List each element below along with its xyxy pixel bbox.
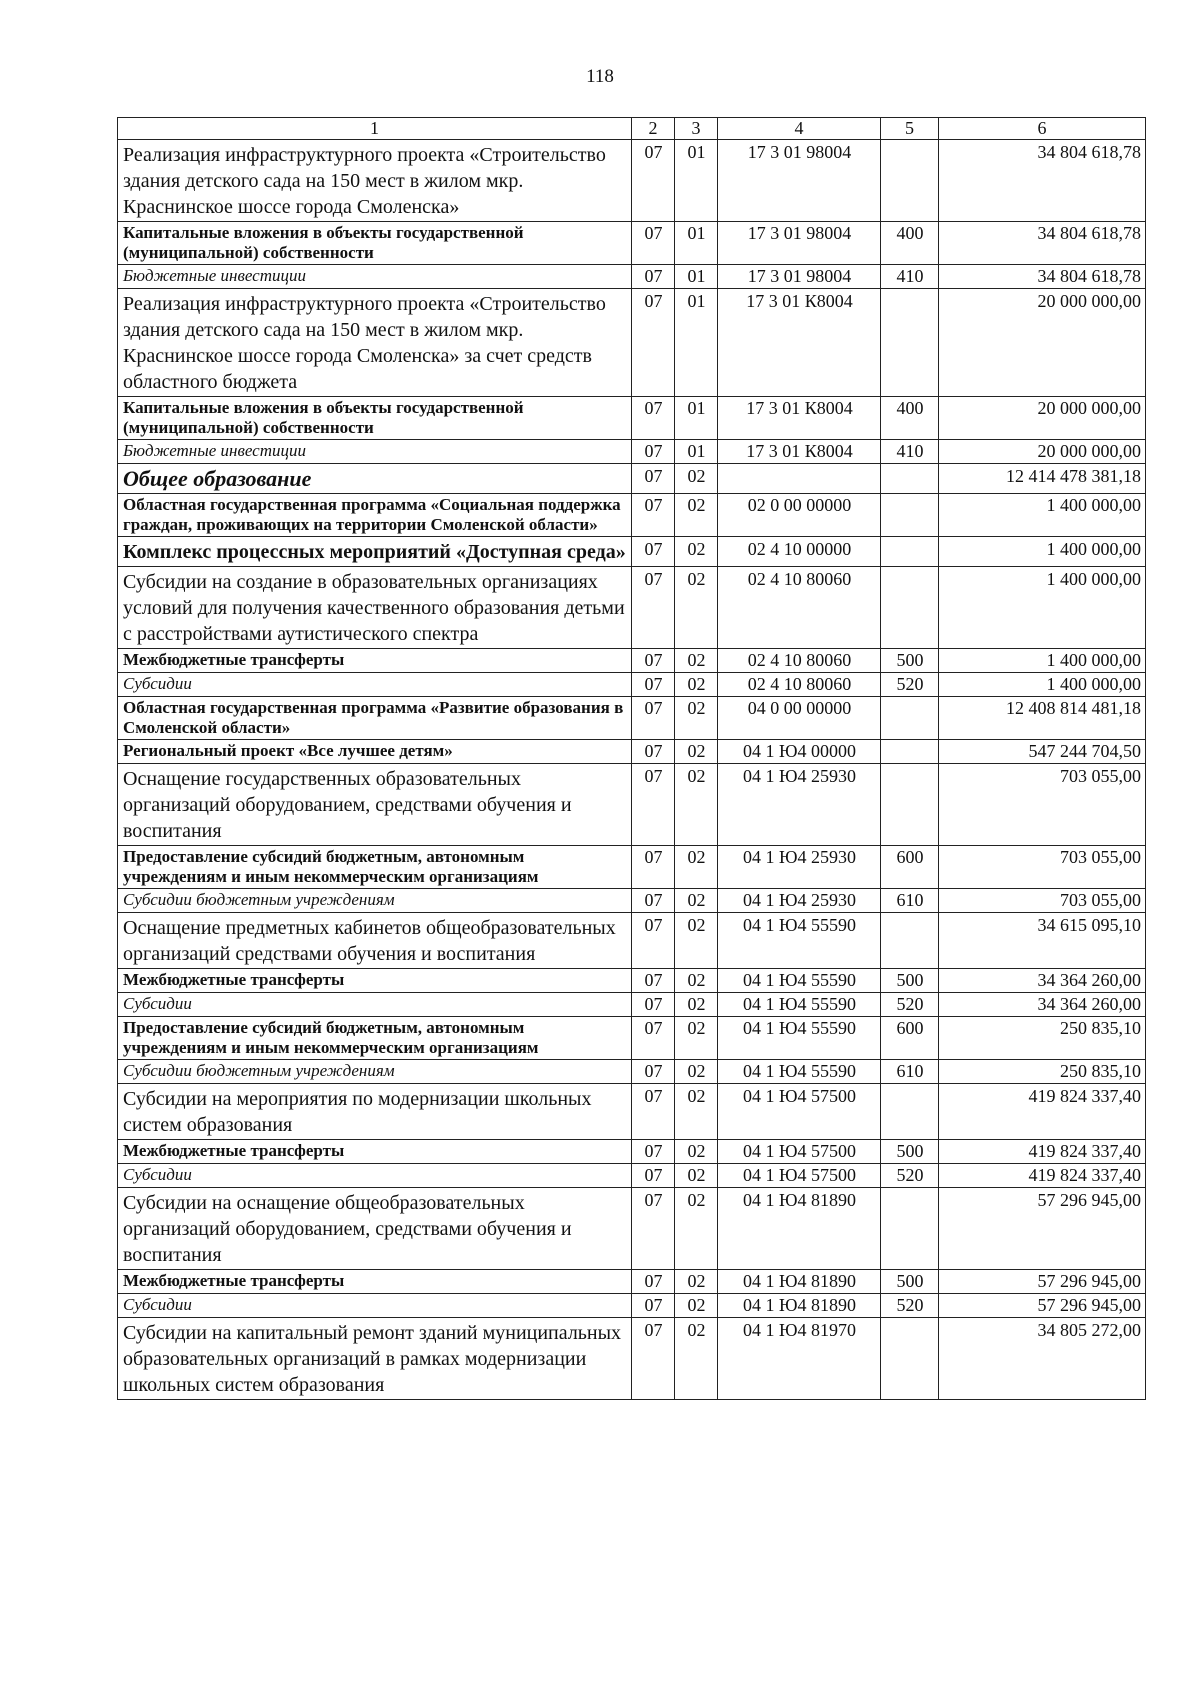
target-article-cell: 04 1 Ю4 57500 [718, 1140, 881, 1164]
target-article-cell: 02 0 00 00000 [718, 494, 881, 537]
amount-cell: 34 804 618,78 [939, 140, 1146, 222]
table-row [118, 740, 1146, 764]
amount-cell: 34 364 260,00 [939, 993, 1146, 1017]
subsection-code-cell: 02 [675, 537, 718, 567]
section-code-cell: 07 [632, 649, 675, 673]
amount-cell: 1 400 000,00 [939, 537, 1146, 567]
expense-type-cell [881, 140, 939, 222]
table-row [118, 1060, 1146, 1084]
table-row [118, 440, 1146, 464]
subsection-code-cell: 01 [675, 397, 718, 440]
section-code-cell: 07 [632, 764, 675, 846]
expense-type-cell [881, 764, 939, 846]
expense-type-cell: 500 [881, 1270, 939, 1294]
expense-type-cell: 500 [881, 969, 939, 993]
section-code-cell: 07 [632, 993, 675, 1017]
section-code-cell: 07 [632, 289, 675, 397]
section-code-cell: 07 [632, 1017, 675, 1060]
row-name-cell: Субсидии [118, 673, 632, 697]
target-article-cell [718, 464, 881, 494]
subsection-code-cell: 02 [675, 913, 718, 969]
target-article-cell: 04 1 Ю4 81890 [718, 1294, 881, 1318]
amount-cell: 57 296 945,00 [939, 1188, 1146, 1270]
row-name-cell: Капитальные вложения в объекты государственной (муниципальной) собственности [118, 397, 632, 440]
expense-type-cell: 500 [881, 649, 939, 673]
amount-cell: 34 364 260,00 [939, 969, 1146, 993]
table-row [118, 1084, 1146, 1140]
row-name-cell: Региональный проект «Все лучшее детям» [118, 740, 632, 764]
amount-cell: 20 000 000,00 [939, 397, 1146, 440]
amount-cell: 20 000 000,00 [939, 289, 1146, 397]
amount-cell: 1 400 000,00 [939, 649, 1146, 673]
expense-type-cell: 520 [881, 993, 939, 1017]
subsection-code-cell: 02 [675, 1318, 718, 1400]
subsection-code-cell: 02 [675, 889, 718, 913]
amount-cell: 12 414 478 381,18 [939, 464, 1146, 494]
table-row [118, 140, 1146, 222]
row-name-cell: Межбюджетные трансферты [118, 969, 632, 993]
target-article-cell: 04 1 Ю4 25930 [718, 764, 881, 846]
subsection-code-cell: 02 [675, 740, 718, 764]
expense-type-cell [881, 913, 939, 969]
amount-cell: 57 296 945,00 [939, 1270, 1146, 1294]
section-code-cell: 07 [632, 1164, 675, 1188]
subsection-code-cell: 02 [675, 464, 718, 494]
amount-cell: 419 824 337,40 [939, 1164, 1146, 1188]
section-code-cell: 07 [632, 1270, 675, 1294]
table-row [118, 1318, 1146, 1400]
target-article-cell: 17 3 01 К8004 [718, 440, 881, 464]
section-code-cell: 07 [632, 440, 675, 464]
target-article-cell: 04 1 Ю4 55590 [718, 1017, 881, 1060]
row-name-cell: Областная государственная программа «Социальная поддержка граждан, проживающих на территории Смоленской области» [118, 494, 632, 537]
subsection-code-cell: 02 [675, 567, 718, 649]
amount-cell: 547 244 704,50 [939, 740, 1146, 764]
table-row [118, 1294, 1146, 1318]
target-article-cell: 02 4 10 80060 [718, 567, 881, 649]
subsection-code-cell: 02 [675, 1017, 718, 1060]
table-row [118, 265, 1146, 289]
table-row [118, 764, 1146, 846]
target-article-cell: 04 1 Ю4 55590 [718, 913, 881, 969]
row-name-cell: Общее образование [118, 464, 632, 494]
subsection-code-cell: 01 [675, 222, 718, 265]
section-code-cell: 07 [632, 265, 675, 289]
table-row [118, 537, 1146, 567]
expense-type-cell: 500 [881, 1140, 939, 1164]
subsection-code-cell: 02 [675, 673, 718, 697]
subsection-code-cell: 01 [675, 140, 718, 222]
row-name-cell: Предоставление субсидий бюджетным, автономным учреждениям и иным некоммерческим организациям [118, 846, 632, 889]
amount-cell: 250 835,10 [939, 1060, 1146, 1084]
section-code-cell: 07 [632, 673, 675, 697]
table-row [118, 567, 1146, 649]
subsection-code-cell: 02 [675, 494, 718, 537]
section-code-cell: 07 [632, 889, 675, 913]
target-article-cell: 04 1 Ю4 81970 [718, 1318, 881, 1400]
target-article-cell: 04 1 Ю4 57500 [718, 1164, 881, 1188]
subsection-code-cell: 02 [675, 764, 718, 846]
target-article-cell: 04 1 Ю4 55590 [718, 969, 881, 993]
expense-type-cell [881, 1318, 939, 1400]
subsection-code-cell: 02 [675, 1188, 718, 1270]
target-article-cell: 17 3 01 98004 [718, 222, 881, 265]
subsection-code-cell: 02 [675, 1164, 718, 1188]
expense-type-cell [881, 1188, 939, 1270]
section-code-cell: 07 [632, 537, 675, 567]
section-code-cell: 07 [632, 846, 675, 889]
row-name-cell: Реализация инфраструктурного проекта «Строительство здания детского сада на 150 мест в жилом мкр. Краснинское шоссе города Смоленска» за счет средств областного бюджета [118, 289, 632, 397]
section-code-cell: 07 [632, 1294, 675, 1318]
section-code-cell: 07 [632, 1140, 675, 1164]
expense-type-cell: 520 [881, 1294, 939, 1318]
table-row [118, 464, 1146, 494]
row-name-cell: Бюджетные инвестиции [118, 440, 632, 464]
amount-cell: 1 400 000,00 [939, 494, 1146, 537]
expense-type-cell [881, 494, 939, 537]
row-name-cell: Субсидии на создание в образовательных организациях условий для получения качественного образования детьми с расстройствами аутистического спектра [118, 567, 632, 649]
row-name-cell: Оснащение государственных образовательных организаций оборудованием, средствами обучения и воспитания [118, 764, 632, 846]
amount-cell: 703 055,00 [939, 846, 1146, 889]
row-name-cell: Бюджетные инвестиции [118, 265, 632, 289]
table-body [118, 140, 1146, 1400]
table-row [118, 1017, 1146, 1060]
section-code-cell: 07 [632, 567, 675, 649]
section-code-cell: 07 [632, 1060, 675, 1084]
amount-cell: 34 615 095,10 [939, 913, 1146, 969]
subsection-code-cell: 02 [675, 1294, 718, 1318]
table-row [118, 649, 1146, 673]
row-name-cell: Субсидии [118, 1294, 632, 1318]
section-code-cell: 07 [632, 397, 675, 440]
table-row [118, 673, 1146, 697]
target-article-cell: 17 3 01 98004 [718, 140, 881, 222]
table-row [118, 222, 1146, 265]
target-article-cell: 04 1 Ю4 81890 [718, 1270, 881, 1294]
expense-type-cell: 610 [881, 1060, 939, 1084]
target-article-cell: 04 1 Ю4 81890 [718, 1188, 881, 1270]
subsection-code-cell: 02 [675, 649, 718, 673]
expense-type-cell: 410 [881, 440, 939, 464]
header-cell-4: 4 [718, 118, 881, 140]
target-article-cell: 04 1 Ю4 00000 [718, 740, 881, 764]
target-article-cell: 04 1 Ю4 57500 [718, 1084, 881, 1140]
expense-type-cell: 400 [881, 397, 939, 440]
table-row [118, 1270, 1146, 1294]
expense-type-cell: 610 [881, 889, 939, 913]
row-name-cell: Субсидии [118, 993, 632, 1017]
amount-cell: 419 824 337,40 [939, 1140, 1146, 1164]
section-code-cell: 07 [632, 1188, 675, 1270]
expense-type-cell [881, 1084, 939, 1140]
expense-type-cell: 600 [881, 1017, 939, 1060]
table-row [118, 846, 1146, 889]
expense-type-cell [881, 567, 939, 649]
subsection-code-cell: 02 [675, 1060, 718, 1084]
table-row [118, 1188, 1146, 1270]
table-row [118, 993, 1146, 1017]
table-row [118, 494, 1146, 537]
section-code-cell: 07 [632, 740, 675, 764]
amount-cell: 250 835,10 [939, 1017, 1146, 1060]
header-row [118, 118, 1146, 140]
expense-type-cell [881, 289, 939, 397]
subsection-code-cell: 02 [675, 969, 718, 993]
table-row [118, 969, 1146, 993]
row-name-cell: Субсидии бюджетным учреждениям [118, 1060, 632, 1084]
table-row [118, 397, 1146, 440]
subsection-code-cell: 02 [675, 993, 718, 1017]
header-cell-6: 6 [939, 118, 1146, 140]
subsection-code-cell: 01 [675, 440, 718, 464]
target-article-cell: 02 4 10 00000 [718, 537, 881, 567]
amount-cell: 34 805 272,00 [939, 1318, 1146, 1400]
row-name-cell: Субсидии [118, 1164, 632, 1188]
table-row [118, 697, 1146, 740]
expense-type-cell: 520 [881, 1164, 939, 1188]
amount-cell: 703 055,00 [939, 764, 1146, 846]
page-number: 118 [586, 66, 614, 87]
header-cell-2: 2 [632, 118, 675, 140]
row-name-cell: Капитальные вложения в объекты государственной (муниципальной) собственности [118, 222, 632, 265]
row-name-cell: Областная государственная программа «Развитие образования в Смоленской области» [118, 697, 632, 740]
subsection-code-cell: 01 [675, 265, 718, 289]
subsection-code-cell: 02 [675, 846, 718, 889]
subsection-code-cell: 01 [675, 289, 718, 397]
amount-cell: 1 400 000,00 [939, 567, 1146, 649]
expense-type-cell: 400 [881, 222, 939, 265]
target-article-cell: 04 1 Ю4 25930 [718, 846, 881, 889]
row-name-cell: Реализация инфраструктурного проекта «Строительство здания детского сада на 150 мест в жилом мкр. Краснинское шоссе города Смоленска» [118, 140, 632, 222]
target-article-cell: 02 4 10 80060 [718, 649, 881, 673]
target-article-cell: 17 3 01 К8004 [718, 397, 881, 440]
section-code-cell: 07 [632, 913, 675, 969]
target-article-cell: 17 3 01 98004 [718, 265, 881, 289]
header-cell-5: 5 [881, 118, 939, 140]
header-cell-3: 3 [675, 118, 718, 140]
row-name-cell: Предоставление субсидий бюджетным, автономным учреждениям и иным некоммерческим организациям [118, 1017, 632, 1060]
target-article-cell: 04 0 00 00000 [718, 697, 881, 740]
table-row [118, 1140, 1146, 1164]
row-name-cell: Межбюджетные трансферты [118, 649, 632, 673]
row-name-cell: Субсидии на оснащение общеобразовательных организаций оборудованием, средствами обучения и воспитания [118, 1188, 632, 1270]
amount-cell: 20 000 000,00 [939, 440, 1146, 464]
subsection-code-cell: 02 [675, 1084, 718, 1140]
expense-type-cell [881, 740, 939, 764]
row-name-cell: Комплекс процессных мероприятий «Доступная среда» [118, 537, 632, 567]
table-row [118, 913, 1146, 969]
table-row [118, 289, 1146, 397]
target-article-cell: 02 4 10 80060 [718, 673, 881, 697]
budget-table [117, 117, 1146, 1400]
row-name-cell: Оснащение предметных кабинетов общеобразовательных организаций средствами обучения и воспитания [118, 913, 632, 969]
expense-type-cell: 520 [881, 673, 939, 697]
table-row [118, 1164, 1146, 1188]
row-name-cell: Межбюджетные трансферты [118, 1140, 632, 1164]
section-code-cell: 07 [632, 1318, 675, 1400]
amount-cell: 419 824 337,40 [939, 1084, 1146, 1140]
row-name-cell: Субсидии на капитальный ремонт зданий муниципальных образовательных организаций в рамках модернизации школьных систем образования [118, 1318, 632, 1400]
target-article-cell: 17 3 01 К8004 [718, 289, 881, 397]
section-code-cell: 07 [632, 222, 675, 265]
expense-type-cell [881, 537, 939, 567]
table-row [118, 889, 1146, 913]
amount-cell: 34 804 618,78 [939, 265, 1146, 289]
section-code-cell: 07 [632, 464, 675, 494]
amount-cell: 1 400 000,00 [939, 673, 1146, 697]
target-article-cell: 04 1 Ю4 25930 [718, 889, 881, 913]
section-code-cell: 07 [632, 697, 675, 740]
subsection-code-cell: 02 [675, 1270, 718, 1294]
expense-type-cell: 600 [881, 846, 939, 889]
expense-type-cell: 410 [881, 265, 939, 289]
amount-cell: 57 296 945,00 [939, 1294, 1146, 1318]
amount-cell: 12 408 814 481,18 [939, 697, 1146, 740]
section-code-cell: 07 [632, 140, 675, 222]
expense-type-cell [881, 697, 939, 740]
row-name-cell: Межбюджетные трансферты [118, 1270, 632, 1294]
subsection-code-cell: 02 [675, 697, 718, 740]
target-article-cell: 04 1 Ю4 55590 [718, 1060, 881, 1084]
section-code-cell: 07 [632, 969, 675, 993]
row-name-cell: Субсидии на мероприятия по модернизации школьных систем образования [118, 1084, 632, 1140]
expense-type-cell [881, 464, 939, 494]
header-cell-1: 1 [118, 118, 632, 140]
amount-cell: 703 055,00 [939, 889, 1146, 913]
amount-cell: 34 804 618,78 [939, 222, 1146, 265]
section-code-cell: 07 [632, 1084, 675, 1140]
subsection-code-cell: 02 [675, 1140, 718, 1164]
target-article-cell: 04 1 Ю4 55590 [718, 993, 881, 1017]
section-code-cell: 07 [632, 494, 675, 537]
row-name-cell: Субсидии бюджетным учреждениям [118, 889, 632, 913]
